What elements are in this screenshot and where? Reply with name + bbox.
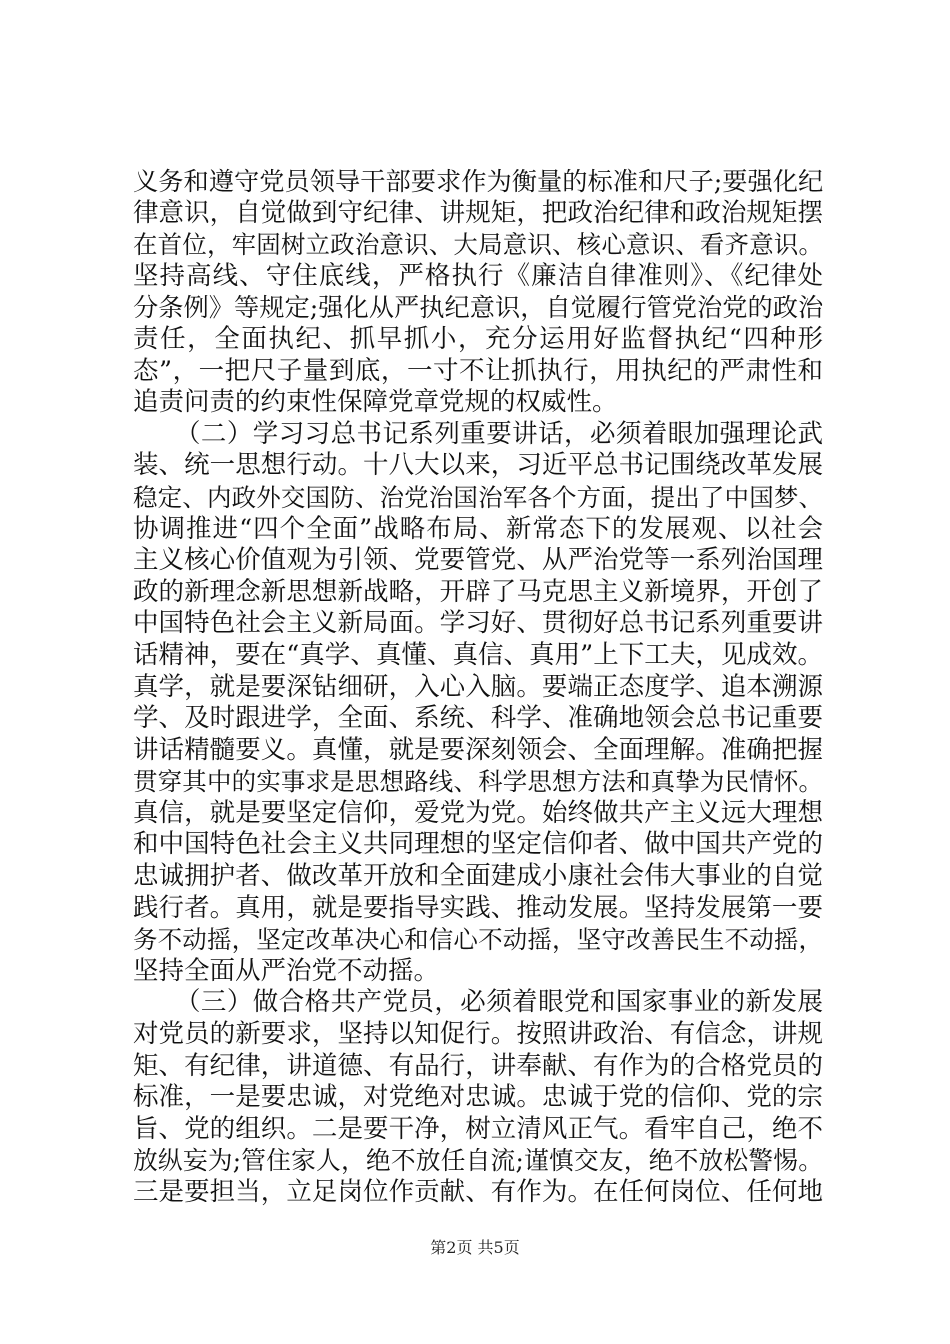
text-line: 追责问责的约束性保障党章党规的权威性。 [133, 387, 618, 418]
document-body [133, 166, 823, 1209]
text-line: 义务和遵守党员领导干部要求作为衡量的标准和尺子;要强化纪 [133, 167, 824, 196]
text-line: 主义核心价值观为引领、党要管党、从严治党等一系列治国理 [133, 545, 823, 576]
text-line: 律意识，自觉做到守纪律、讲规矩，把政治纪律和政治规矩摆 [133, 197, 823, 228]
text-line: 坚持全面从严治党不动摇。 [133, 955, 440, 986]
text-line: 坚持高线、守住底线，严格执行《廉洁自律准则》、《纪律处 [133, 260, 823, 291]
text-line: 践行者。真用，就是要指导实践、推动发展。坚持发展第一要 [133, 892, 823, 923]
text-line: 讲话精髓要义。真懂，就是要深刻领会、全面理解。准确把握 [133, 734, 823, 765]
text-line: 分条例》等规定;强化从严执纪意识，自觉履行管党治党的政治 [133, 293, 824, 323]
text-line: 责任，全面执纪、抓早抓小，充分运用好监督执纪“四种形 [133, 323, 823, 354]
text-line: 和中国特色社会主义共同理想的坚定信仰者、做中国共产党的 [133, 829, 823, 860]
text-line: 稳定、内政外交国防、治党治国治军各个方面，提出了中国梦、 [133, 482, 823, 512]
text-line: 务不动摇，坚定改革决心和信心不动摇，坚守改善民生不动摇， [133, 925, 823, 955]
text-line: 真信，就是要坚定信仰，爱党为党。始终做共产主义远大理想 [133, 797, 823, 828]
text-line: 忠诚拥护者、做改革开放和全面建成小康社会伟大事业的自觉 [133, 861, 823, 892]
text-line: 三是要担当，立足岗位作贡献、有作为。在任何岗位、任何地 [133, 1177, 823, 1207]
text-line: 矩、有纪律，讲道德、有品行，讲奉献、有作为的合格党员的 [133, 1050, 823, 1081]
text-line: 旨、党的组织。二是要干净，树立清风正气。看牢自己，绝不 [133, 1113, 823, 1144]
text-line: 协调推进“四个全面”战略布局、新常态下的发展观、以社会 [133, 513, 823, 544]
text-line: 对党员的新要求，坚持以知促行。按照讲政治、有信念，讲规 [133, 1019, 823, 1050]
text-line: 政的新理念新思想新战略，开辟了马克思主义新境界，开创了 [133, 576, 823, 607]
text-line: 贯穿其中的实事求是思想路线、科学思想方法和真挚为民情怀。 [133, 767, 823, 797]
text-line: 学、及时跟进学，全面、系统、科学、准确地领会总书记重要 [133, 703, 823, 734]
text-line: 标准，一是要忠诚，对党绝对忠诚。忠诚于党的信仰、党的宗 [133, 1082, 823, 1113]
text-line: 放纵妄为;管住家人，绝不放任自流;谨慎交友，绝不放松警惕。 [133, 1146, 823, 1176]
text-line: 中国特色社会主义新局面。学习好、贯彻好总书记系列重要讲 [133, 608, 823, 639]
text-line: 在首位，牢固树立政治意识、大局意识、核心意识、看齐意识。 [133, 230, 823, 260]
text-line: 态”，一把尺子量到底，一寸不让抓执行，用执纪的严肃性和 [133, 355, 823, 386]
text-line: （三）做合格共产党员，必须着眼党和国家事业的新发展 [175, 987, 823, 1018]
text-line: 装、统一思想行动。十八大以来，习近平总书记围绕改革发展 [133, 450, 823, 481]
text-line: （二）学习习总书记系列重要讲话，必须着眼加强理论武 [175, 418, 823, 449]
page-number: 第2页 共5页 [430, 1238, 520, 1257]
text-line: 真学，就是要深钻细研，入心入脑。要端正态度学、追本溯源 [133, 671, 823, 702]
text-line: 话精神，要在“真学、真懂、真信、真用”上下工夫，见成效。 [133, 639, 823, 670]
